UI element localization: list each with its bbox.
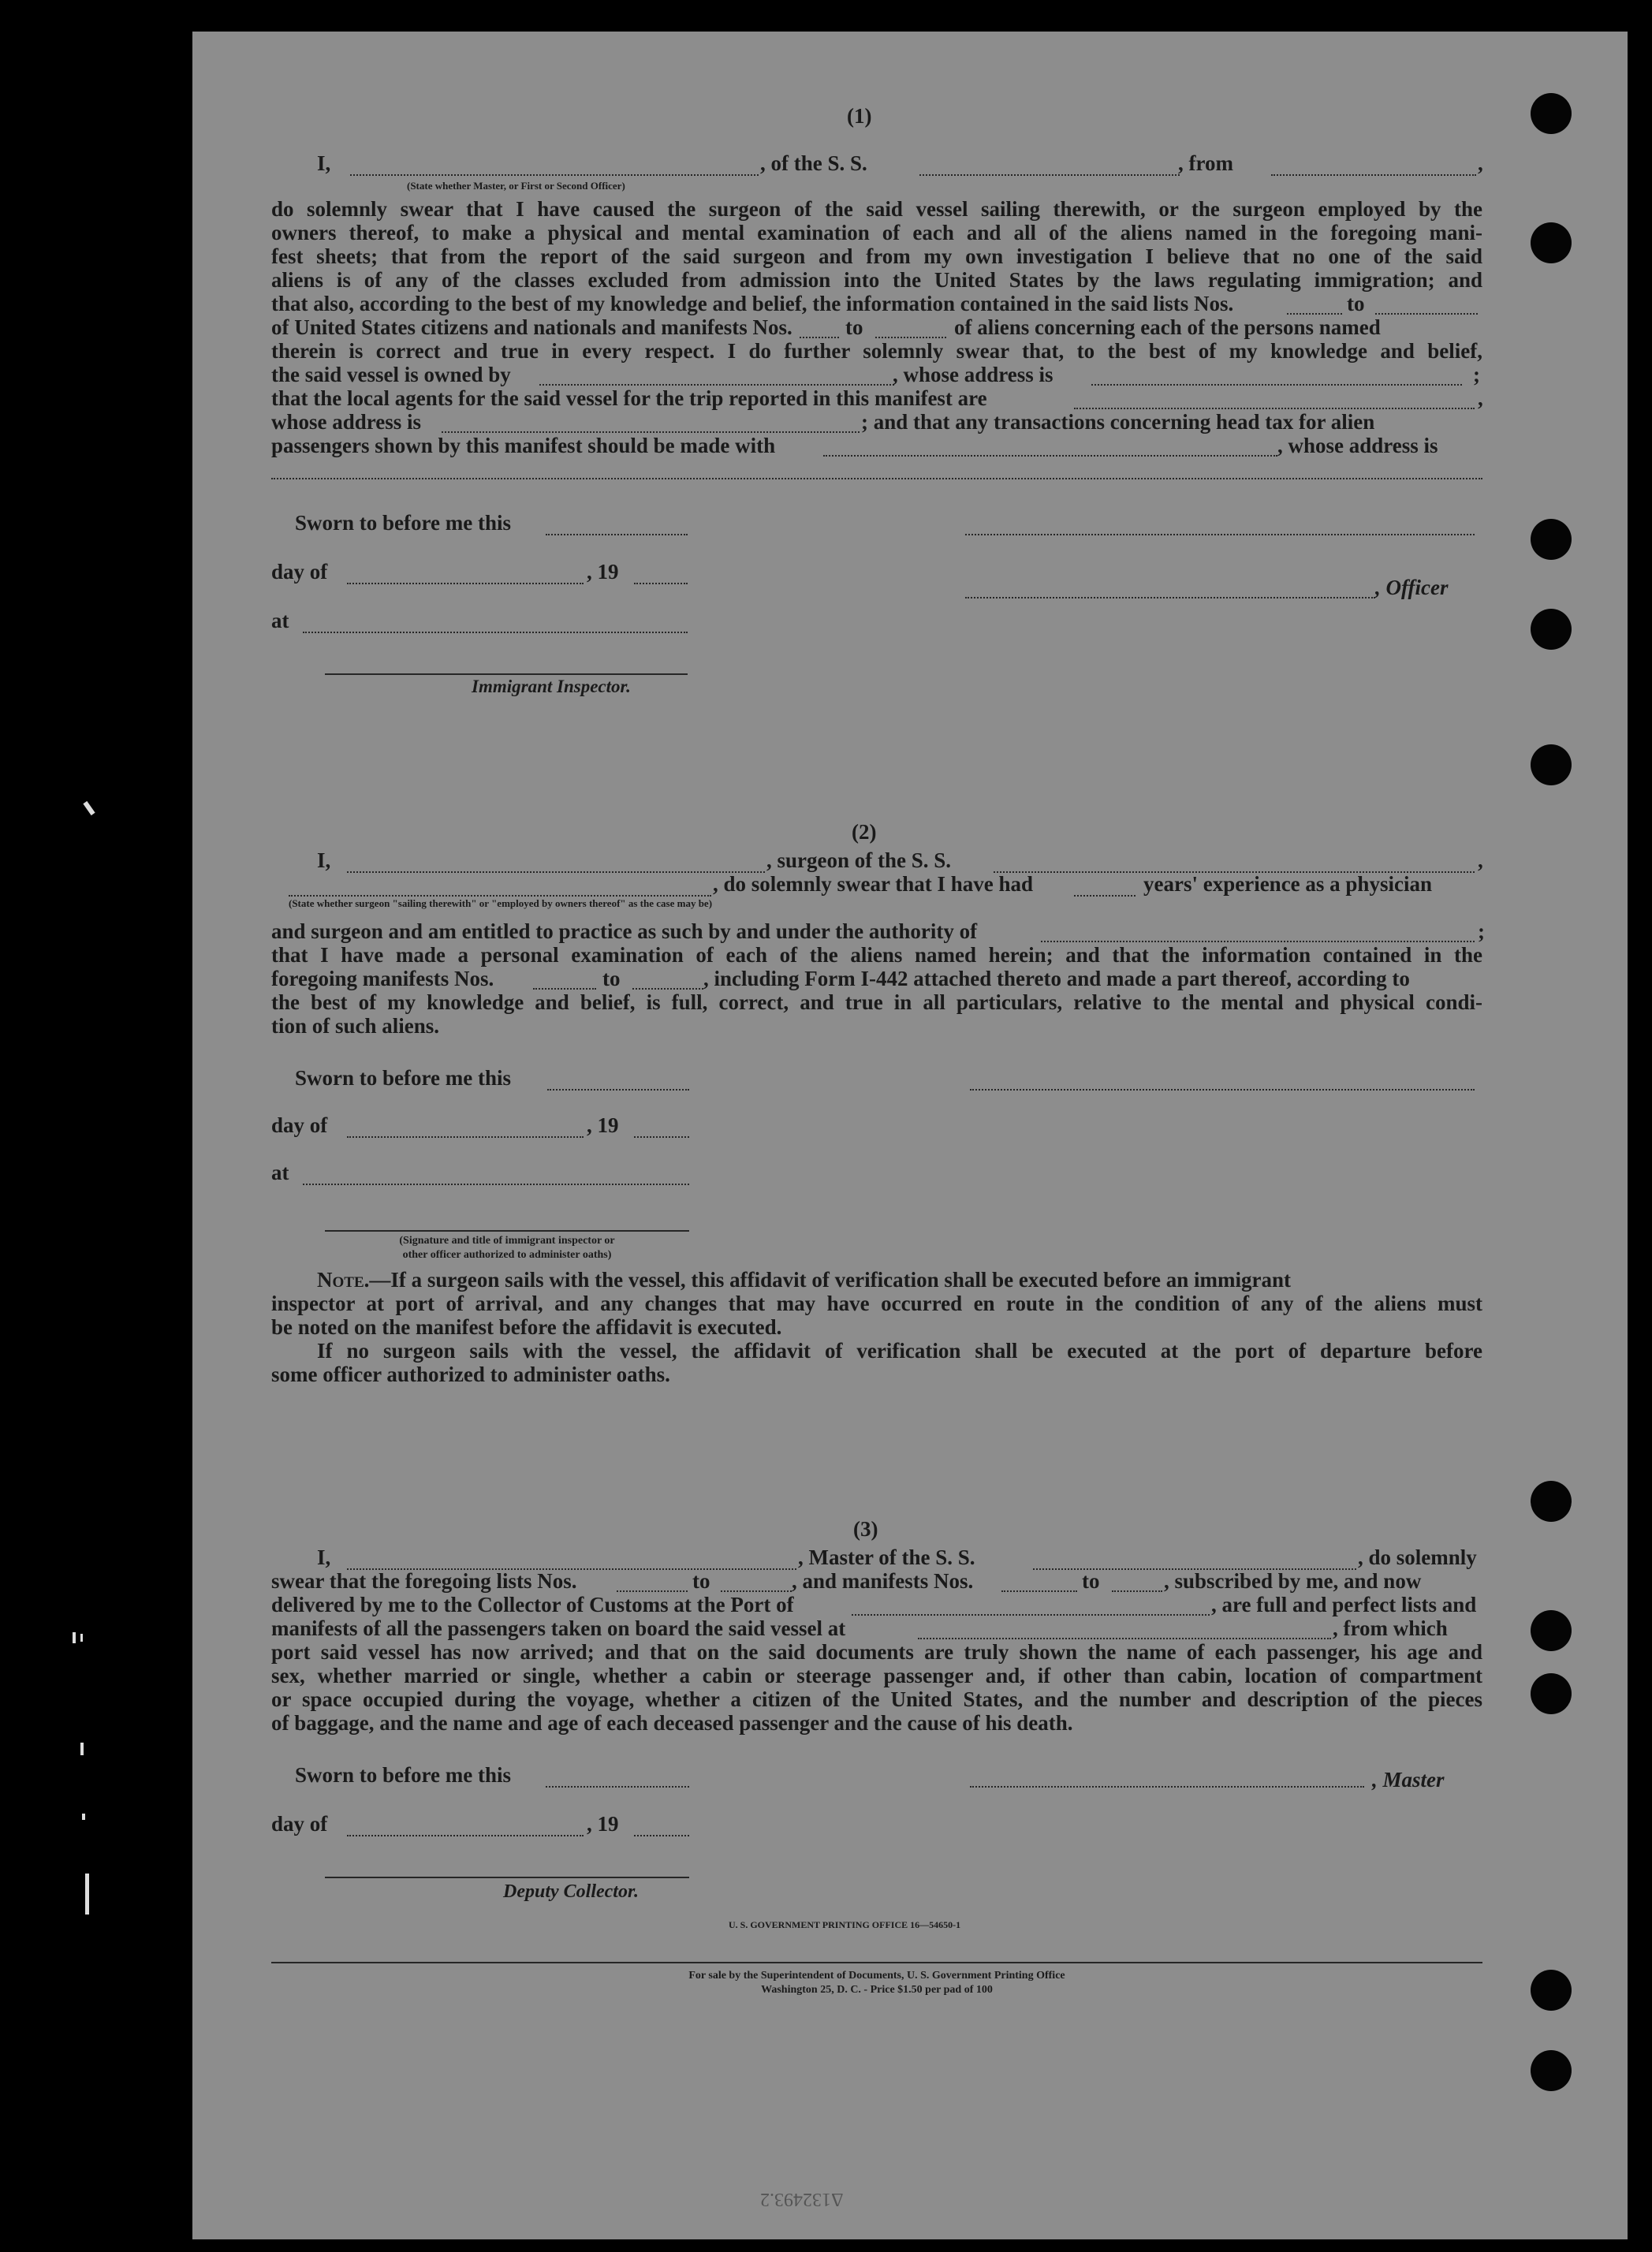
to-label: to bbox=[692, 1569, 710, 1593]
sec2-line-1: and surgeon and am entitled to practice as such by and under the authority of bbox=[271, 919, 978, 943]
punch-hole bbox=[1531, 609, 1572, 650]
semicolon: ; bbox=[1473, 363, 1480, 386]
year-label: , 19 bbox=[587, 1812, 619, 1836]
sec3-line-4: port said vessel has now arrived; and that on the said documents are truly shown the name of each passenger, his age and bbox=[271, 1640, 1482, 1664]
sworn-label: Sworn to before me this bbox=[295, 1066, 511, 1090]
sec3-i-label: I, bbox=[317, 1545, 331, 1569]
officer-label: , Officer bbox=[1375, 576, 1449, 599]
note-line-3: be noted on the manifest before the affidavit is executed. bbox=[271, 1315, 782, 1339]
sale-line-2: Washington 25, D. C. - Price $1.50 per pad of 100 bbox=[761, 1984, 993, 1996]
day-of-label: day of bbox=[271, 1113, 328, 1137]
to-label: to bbox=[845, 315, 863, 339]
note-line-1 bbox=[317, 1268, 1291, 1292]
sec2-line-4: the best of my knowledge and belief, is full, correct, and true in all particulars, relative to the mental and physical condi- bbox=[271, 990, 1482, 1014]
sec2-manifest-to-field[interactable] bbox=[632, 987, 703, 990]
deputy-label: Deputy Collector. bbox=[503, 1881, 639, 1902]
collector-port-field[interactable] bbox=[852, 1613, 1210, 1616]
to-label: to bbox=[1347, 292, 1365, 315]
form-page bbox=[192, 32, 1628, 2239]
punch-hole bbox=[1531, 93, 1572, 134]
sec1-line-11b: , whose address is bbox=[1277, 434, 1438, 457]
sec1-line-11a: passengers shown by this manifest should be made with bbox=[271, 434, 776, 457]
month-field[interactable] bbox=[347, 582, 584, 584]
lists-from-field[interactable] bbox=[1287, 312, 1342, 315]
years-label: years' experience as a physician bbox=[1143, 872, 1432, 896]
master-label: , Master bbox=[1372, 1768, 1445, 1792]
section-3-heading: (3) bbox=[853, 1517, 878, 1541]
scan-mark bbox=[80, 1634, 83, 1642]
sec3-line-6: or space occupied during the voyage, whether a citizen of the United States, and the number and description of the pieces bbox=[271, 1687, 1482, 1711]
at-label: at bbox=[271, 609, 289, 632]
officer-rank-field[interactable] bbox=[350, 173, 759, 176]
sec2-semicolon: ; bbox=[1478, 919, 1485, 943]
to-label: to bbox=[1082, 1569, 1100, 1593]
surgeon-signature-field[interactable] bbox=[970, 1088, 1475, 1091]
sworn-date-field[interactable] bbox=[546, 533, 688, 535]
footer-stamp: Δ132493.2 bbox=[760, 2189, 844, 2209]
day-of-label: day of bbox=[271, 560, 328, 584]
inspector-signature-line[interactable] bbox=[325, 1230, 689, 1232]
sec3-line-1c: , subscribed by me, and now bbox=[1164, 1569, 1422, 1593]
punch-hole bbox=[1531, 744, 1572, 785]
punch-hole bbox=[1531, 519, 1572, 560]
printing-office-line: U. S. GOVERNMENT PRINTING OFFICE 16—54650-1 bbox=[729, 1919, 961, 1930]
scan-mark bbox=[73, 1632, 76, 1643]
sec1-line-7: therein is correct and true in every respect. I do further solemnly swear that, to the best of my knowledge and belief, bbox=[271, 339, 1482, 363]
sec1-line-1: do solemnly swear that I have caused the surgeon of the said vessel sailing therewith, or the surgeon employed by the bbox=[271, 197, 1482, 221]
punch-hole bbox=[1531, 222, 1572, 263]
year-field[interactable] bbox=[634, 582, 688, 584]
at-label: at bbox=[271, 1161, 289, 1184]
note-text-1: —If a surgeon sails with the vessel, this affidavit of verification shall be executed before an immigrant bbox=[369, 1268, 1292, 1292]
sec3-lists-from-field[interactable] bbox=[617, 1590, 688, 1592]
scan-mark bbox=[80, 1743, 84, 1755]
sec1-line-6b: of aliens concerning each of the persons named bbox=[954, 315, 1381, 339]
sec2-manifest-from-field[interactable] bbox=[533, 987, 596, 990]
sec3-line-2a: delivered by me to the Collector of Customs at the Port of bbox=[271, 1593, 794, 1616]
sec1-line-2: owners thereof, to make a physical and mental examination of each and all of the aliens named in the foregoing mani- bbox=[271, 221, 1482, 244]
sec1-line-8b: , whose address is bbox=[893, 363, 1053, 386]
punch-hole bbox=[1531, 1673, 1572, 1714]
place-field[interactable] bbox=[303, 1183, 689, 1185]
agents-address-field[interactable] bbox=[442, 431, 860, 433]
owner-address-field[interactable] bbox=[1091, 383, 1462, 386]
sec2-line-5: tion of such aliens. bbox=[271, 1014, 440, 1038]
sec2-line-3a: foregoing manifests Nos. bbox=[271, 967, 494, 990]
from-port-field[interactable] bbox=[1271, 173, 1476, 176]
sec3-line-1b: , and manifests Nos. bbox=[792, 1569, 974, 1593]
punch-hole bbox=[1531, 1481, 1572, 1522]
punch-hole bbox=[1531, 1610, 1572, 1651]
signature-note-1: (Signature and title of immigrant inspector or bbox=[399, 1235, 615, 1247]
authority-field[interactable] bbox=[1041, 940, 1475, 942]
scan-mark bbox=[83, 801, 95, 815]
address-continuation-line[interactable] bbox=[271, 478, 1482, 479]
surgeon-name-field[interactable] bbox=[347, 871, 765, 873]
month-field[interactable] bbox=[347, 1834, 584, 1836]
note-line-2: inspector at port of arrival, and any changes that may have occurred en route in the condition of any of the aliens must bbox=[271, 1292, 1482, 1315]
deputy-signature-line[interactable] bbox=[325, 1877, 689, 1878]
sec3-line-7: of baggage, and the name and age of each deceased passenger and the cause of his death. bbox=[271, 1711, 1073, 1735]
sec1-i-label: I, bbox=[317, 151, 331, 175]
sec3-line-5: sex, whether married or single, whether a cabin or steerage passenger and, if other than cabin, location of compartment bbox=[271, 1664, 1482, 1687]
from-label: , from bbox=[1178, 151, 1233, 175]
sec1-line-4: aliens is of any of the classes excluded from admission into the United States by the laws regulating immigration; and bbox=[271, 268, 1482, 292]
sale-line-1: For sale by the Superintendent of Documents, U. S. Government Printing Office bbox=[688, 1970, 1065, 1982]
solemnly-label: , do solemnly bbox=[1358, 1545, 1477, 1569]
to-label: to bbox=[602, 967, 621, 990]
surgeon-status-field[interactable] bbox=[289, 894, 711, 897]
officer-title-field[interactable] bbox=[965, 596, 1375, 598]
inspector-label: Immigrant Inspector. bbox=[472, 677, 631, 696]
sec1-line-5: that also, according to the best of my knowledge and belief, the information contained in the said lists Nos. bbox=[271, 292, 1234, 315]
rank-note: (State whether Master, or First or Second Officer) bbox=[407, 180, 625, 192]
footer-rule bbox=[271, 1962, 1482, 1963]
of-ss-label: , of the S. S. bbox=[760, 151, 867, 175]
sworn-label: Sworn to before me this bbox=[295, 511, 511, 535]
scan-mark bbox=[82, 1814, 85, 1820]
swear-label: , do solemnly swear that I have had bbox=[713, 872, 1034, 896]
sworn-date-field[interactable] bbox=[547, 1088, 689, 1091]
master-of-label: , Master of the S. S. bbox=[798, 1545, 975, 1569]
section-2-heading: (2) bbox=[852, 820, 877, 844]
sec2-comma: , bbox=[1478, 848, 1483, 872]
year-label: , 19 bbox=[587, 560, 619, 584]
inspector-signature-line[interactable] bbox=[325, 673, 688, 675]
master-signature-field[interactable] bbox=[970, 1785, 1364, 1788]
scan-mark bbox=[85, 1874, 89, 1915]
sec1-line-6a: of United States citizens and nationals and manifests Nos. bbox=[271, 315, 792, 339]
sec2-line-2: that I have made a personal examination of each of the aliens named herein; and that the information contained in the bbox=[271, 943, 1482, 967]
signature-note-2: other officer authorized to administer oaths) bbox=[402, 1249, 612, 1261]
sec1-line-9: that the local agents for the said vessel for the trip reported in this manifest are bbox=[271, 386, 987, 410]
month-field[interactable] bbox=[347, 1135, 584, 1138]
years-field[interactable] bbox=[1074, 894, 1136, 897]
section-1-heading: (1) bbox=[847, 104, 872, 128]
sworn-date-field[interactable] bbox=[546, 1785, 689, 1788]
sec2-i-label: I, bbox=[317, 848, 331, 872]
owner-field[interactable] bbox=[539, 383, 894, 386]
year-field[interactable] bbox=[634, 1834, 689, 1836]
year-label: , 19 bbox=[587, 1113, 619, 1137]
sec3-manifests-from-field[interactable] bbox=[1001, 1590, 1077, 1592]
note-line-5: some officer authorized to administer oaths. bbox=[271, 1363, 670, 1386]
sec1-line-8a: the said vessel is owned by bbox=[271, 363, 511, 386]
surgeon-note: (State whether surgeon "sailing therewith" or "employed by owners thereof" as the case may be) bbox=[289, 897, 713, 909]
sec1-line-10b: ; and that any transactions concerning head tax for alien bbox=[861, 410, 1375, 434]
manifests-from-field[interactable] bbox=[800, 336, 839, 338]
sec3-line-2b: , are full and perfect lists and bbox=[1211, 1593, 1477, 1616]
note-line-4: If no surgeon sails with the vessel, the affidavit of verification shall be executed at the port of departure before bbox=[317, 1339, 1482, 1363]
boarding-port-field[interactable] bbox=[918, 1637, 1331, 1639]
lists-to-field[interactable] bbox=[1375, 312, 1478, 315]
note-label: Note. bbox=[317, 1268, 370, 1292]
manifests-to-field[interactable] bbox=[875, 336, 946, 338]
sec1-line-10a: whose address is bbox=[271, 410, 422, 434]
officer-signature-field[interactable] bbox=[965, 533, 1475, 535]
sec1-line-3: fest sheets; that from the report of the said surgeon and from my own investigation I believe that no one of the said bbox=[271, 244, 1482, 268]
sec3-manifests-to-field[interactable] bbox=[1112, 1590, 1162, 1592]
punch-hole bbox=[1531, 2050, 1572, 2091]
vessel-name-field[interactable] bbox=[919, 173, 1180, 176]
sec3-line-3b: , from which bbox=[1333, 1616, 1448, 1640]
sec1-comma: , bbox=[1478, 151, 1483, 175]
sec3-lists-to-field[interactable] bbox=[721, 1590, 792, 1592]
head-tax-party-field[interactable] bbox=[823, 454, 1277, 457]
sec2-line-3b: , including Form I-442 attached thereto and made a part thereof, according to bbox=[703, 967, 1410, 990]
sec1-comma: , bbox=[1478, 386, 1483, 410]
day-of-label: day of bbox=[271, 1812, 328, 1836]
punch-hole bbox=[1531, 1970, 1572, 2011]
local-agents-field[interactable] bbox=[1074, 407, 1475, 409]
sec3-line-1a: swear that the foregoing lists Nos. bbox=[271, 1569, 577, 1593]
place-field[interactable] bbox=[303, 631, 688, 633]
sec3-line-3a: manifests of all the passengers taken on board the said vessel at bbox=[271, 1616, 846, 1640]
year-field[interactable] bbox=[634, 1135, 689, 1138]
sworn-label: Sworn to before me this bbox=[295, 1763, 511, 1787]
surgeon-of-label: , surgeon of the S. S. bbox=[766, 848, 952, 872]
